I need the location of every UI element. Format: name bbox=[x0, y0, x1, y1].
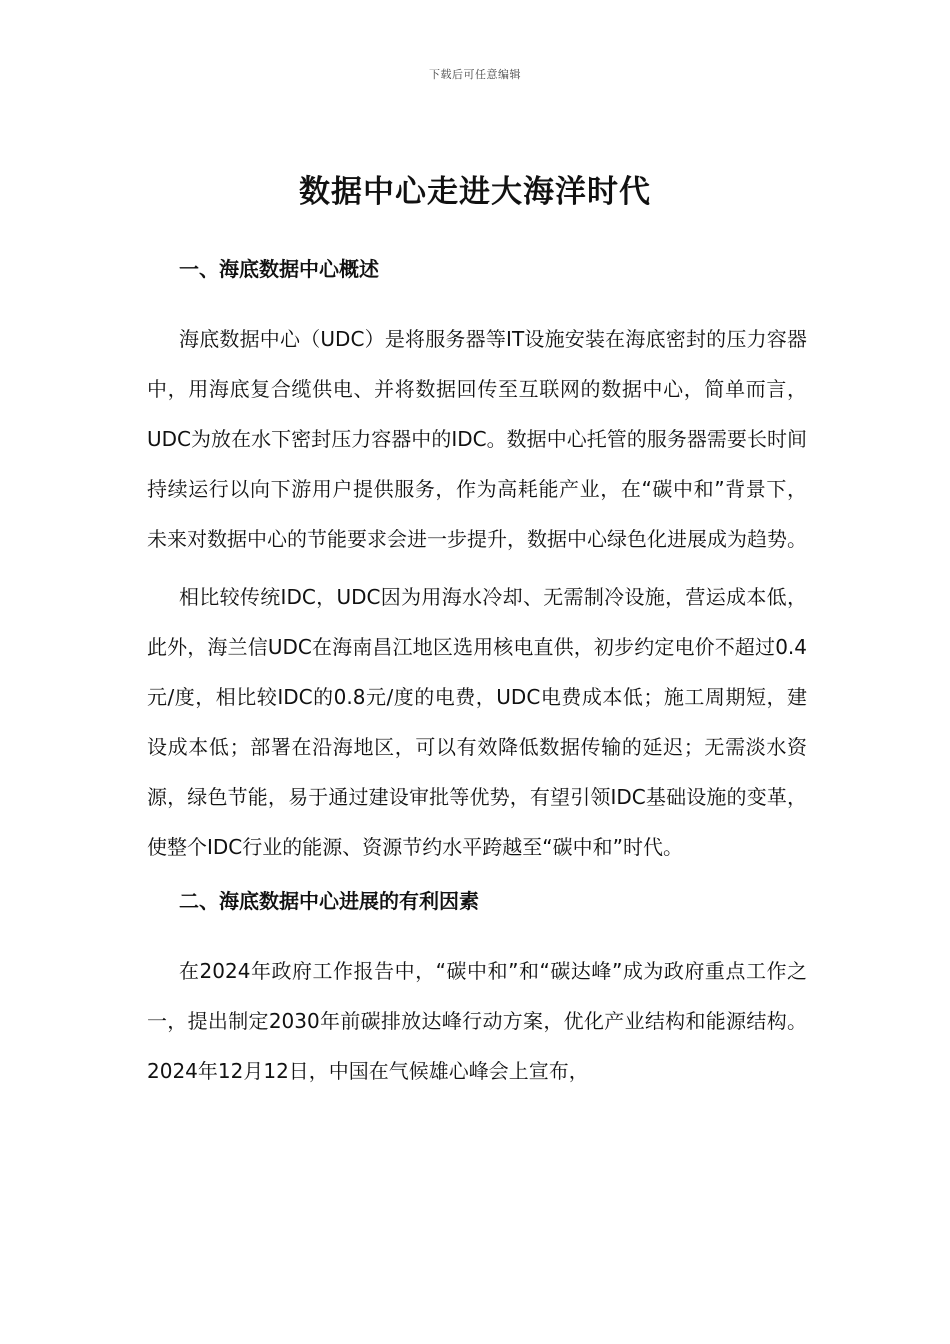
header-note: 下载后可任意编辑 bbox=[429, 68, 521, 81]
paragraph: 相比较传统IDC，UDC因为用海水冷却、无需制冷设施，营运成本低，此外，海兰信UDC在海南昌江地区选用核电直供，初步约定电价不超过0.4元/度，相比较IDC的0.8元/度的电费，UDC电费成本低；施工周期短，建设成本低；部署在沿海地区，可以有效降低数据传输的延迟；无需淡水资源，绿色节能，易于通过建设审批等优势，有望引领IDC基础设施的变革，使整个IDC行业的能源、资源节约水平跨越至“碳中和”时代。 bbox=[147, 585, 807, 859]
document-title: 数据中心走进大海洋时代 bbox=[299, 174, 651, 210]
paragraph: 在2024年政府工作报告中，“碳中和”和“碳达峰”成为政府重点工作之一，提出制定2030年前碳排放达峰行动方案，优化产业结构和能源结构。2024年12月12日，中国在气候雄心峰会上宣布， bbox=[147, 959, 807, 1083]
paragraph: 海底数据中心（UDC）是将服务器等IT设施安装在海底密封的压力容器中，用海底复合缆供电、并将数据回传至互联网的数据中心，简单而言，UDC为放在水下密封压力容器中的IDC。数据中心托管的服务器需要长时间持续运行以向下游用户提供服务，作为高耗能产业，在“碳中和”背景下，未来对数据中心的节能要求会进一步提升，数据中心绿色化进展成为趋势。 bbox=[147, 327, 807, 551]
section-heading-1: 一、海底数据中心概述 bbox=[179, 257, 379, 281]
document-body bbox=[147, 254, 807, 1104]
section-heading-2: 二、海底数据中心进展的有利因素 bbox=[179, 889, 479, 913]
